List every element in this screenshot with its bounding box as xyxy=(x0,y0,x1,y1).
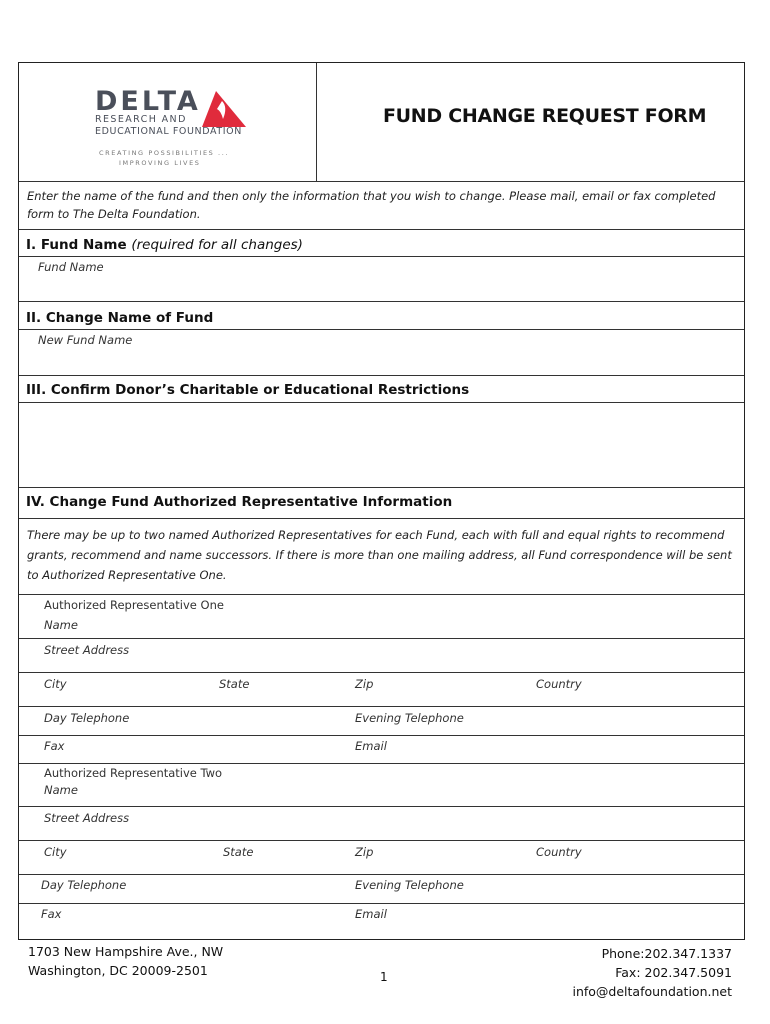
footer-fax: Fax: 202.347.5091 xyxy=(615,965,732,980)
divider xyxy=(19,806,744,807)
footer-address-line2: Washington, DC 20009-2501 xyxy=(28,963,208,978)
restrictions-field[interactable] xyxy=(19,403,744,487)
rep1-evening-phone-field[interactable]: Evening Telephone xyxy=(355,711,464,725)
divider xyxy=(19,672,744,673)
rep2-fax-field[interactable]: Fax xyxy=(41,907,62,921)
rep2-evening-phone-field[interactable]: Evening Telephone xyxy=(355,878,464,892)
divider xyxy=(19,487,744,488)
representative-info-paragraph: There may be up to two named Authorized Representatives for each Fund, each with full and equal rights to recommend grants, recommend and name successors. If there is more than one mailing address, all Fund correspondence will be sent to Authorized Representative One. xyxy=(27,528,732,582)
rep1-fax-field[interactable]: Fax xyxy=(44,739,65,753)
divider xyxy=(19,256,744,257)
divider xyxy=(19,518,744,519)
page-title: FUND CHANGE REQUEST FORM xyxy=(383,105,707,127)
rep2-name-field[interactable]: Name xyxy=(44,783,78,797)
rep1-street-field[interactable]: Street Address xyxy=(44,643,130,657)
rep2-heading: Authorized Representative Two xyxy=(44,766,223,780)
logo-line1: RESEARCH AND xyxy=(95,114,187,125)
divider xyxy=(19,329,744,330)
rep1-email-field[interactable]: Email xyxy=(355,739,387,753)
rep1-state-field[interactable]: State xyxy=(219,677,250,691)
rep1-city-field[interactable]: City xyxy=(44,677,67,691)
divider xyxy=(19,638,744,639)
logo-wordmark: DELTA xyxy=(95,86,201,117)
rep1-name-field[interactable]: Name xyxy=(44,618,78,632)
rep1-day-phone-field[interactable]: Day Telephone xyxy=(44,711,130,725)
rep2-email-field[interactable]: Email xyxy=(355,907,387,921)
logo-tagline1: CREATING POSSIBILITIES ... xyxy=(99,149,230,157)
divider xyxy=(19,594,744,595)
rep2-day-phone-field[interactable]: Day Telephone xyxy=(41,878,127,892)
divider xyxy=(19,840,744,841)
rep1-zip-field[interactable]: Zip xyxy=(355,677,374,691)
rep2-zip-field[interactable]: Zip xyxy=(355,845,374,859)
rep2-street-field[interactable]: Street Address xyxy=(44,811,130,825)
footer-phone: Phone:202.347.1337 xyxy=(601,946,732,961)
divider xyxy=(19,375,744,376)
logo-tagline2: IMPROVING LIVES xyxy=(119,159,201,167)
divider xyxy=(19,301,744,302)
rep2-country-field[interactable]: Country xyxy=(536,845,582,859)
section-4-title: IV. Change Fund Authorized Representative Information xyxy=(26,494,453,510)
section-3-title: III. Confirm Donor’s Charitable or Educational Restrictions xyxy=(26,382,470,398)
rep2-city-field[interactable]: City xyxy=(44,845,67,859)
page-number: 1 xyxy=(380,970,388,984)
divider xyxy=(19,874,744,875)
divider xyxy=(19,763,744,764)
section-2-title: II. Change Name of Fund xyxy=(26,310,214,326)
intro-text: Enter the name of the fund and then only the information that you wish to change. Please mail, email or fax completed form to The Delta Foundation. xyxy=(27,189,716,221)
section-1-title: I. Fund Name (required for all changes) xyxy=(26,237,303,253)
new-fund-name-field[interactable]: New Fund Name xyxy=(38,333,133,347)
delta-foundation-logo xyxy=(19,63,316,181)
footer-email[interactable]: info@deltafoundation.net xyxy=(572,984,732,999)
fund-change-form xyxy=(18,62,745,940)
fund-name-field[interactable]: Fund Name xyxy=(38,260,104,274)
rep1-country-field[interactable]: Country xyxy=(536,677,582,691)
logo-line2: EDUCATIONAL FOUNDATION xyxy=(95,126,242,137)
logo-cell xyxy=(19,63,317,181)
divider xyxy=(19,903,744,904)
rep2-state-field[interactable]: State xyxy=(223,845,254,859)
divider xyxy=(19,706,744,707)
divider xyxy=(19,735,744,736)
divider xyxy=(19,229,744,230)
rep1-heading: Authorized Representative One xyxy=(44,598,224,612)
footer-address-line1: 1703 New Hampshire Ave., NW xyxy=(28,944,224,959)
divider xyxy=(19,181,744,182)
